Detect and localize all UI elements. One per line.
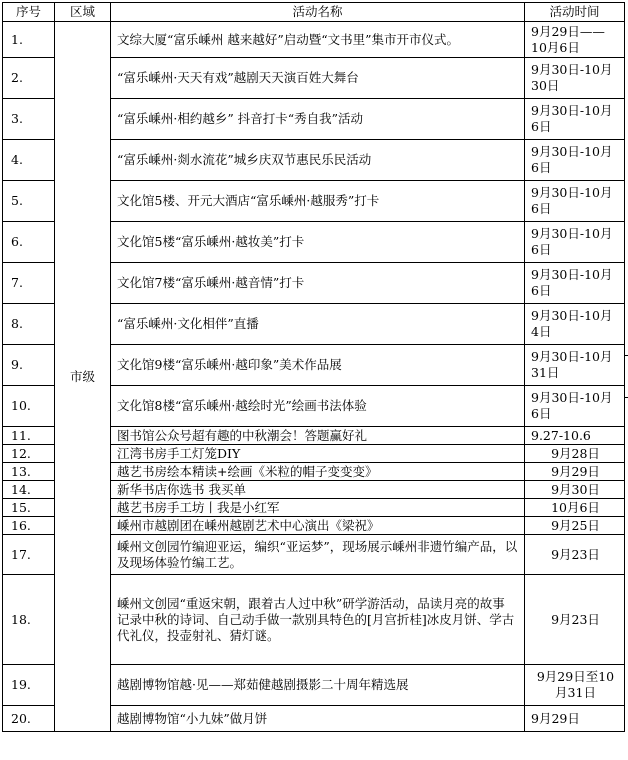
activity-time: 9月23日	[525, 535, 625, 575]
activity-time: 9月30日-10月6日	[525, 140, 625, 181]
row-index: 6.	[3, 222, 55, 263]
activity-time: 9月30日-10月6日	[525, 222, 625, 263]
activity-name: “富乐嵊州·天天有戏”越剧天天演百姓大舞台	[111, 58, 525, 99]
activity-name: 嵊州文创园“重返宋朝，跟着古人过中秋”研学游活动，品读月亮的故事 记录中秋的诗词、自己动手做一款别具特色的[月宫折桂]冰皮月饼、学古代礼仪，投壶射礼、猜灯谜。	[111, 575, 525, 665]
row-index: 2.	[3, 58, 55, 99]
header-row	[3, 3, 625, 22]
activity-time: 9月30日-10月6日	[525, 99, 625, 140]
activity-time: 9月30日-10月31日	[525, 345, 625, 386]
row-index: 3.	[3, 99, 55, 140]
activity-time: 9月30日-10月6日	[525, 181, 625, 222]
activity-time: 10月6日	[525, 499, 625, 517]
row-index: 4.	[3, 140, 55, 181]
activity-time: 9月25日	[525, 517, 625, 535]
region-cell: 市级	[55, 22, 111, 732]
activity-name: “富乐嵊州·文化相伴”直播	[111, 304, 525, 345]
activity-time: 9月29日至10月31日	[525, 665, 625, 706]
table-row	[3, 22, 625, 58]
activity-name: 越剧博物馆越·见——郑茹健越剧摄影二十周年精选展	[111, 665, 525, 706]
activity-time: 9月30日-10月6日	[525, 263, 625, 304]
row-index: 16.	[3, 517, 55, 535]
activity-time: 9.27-10.6	[525, 427, 625, 445]
activity-name: “富乐嵊州·剡水流花”城乡庆双节惠民乐民活动	[111, 140, 525, 181]
activity-name: 文化馆7楼“富乐嵊州·越音情”打卡	[111, 263, 525, 304]
row-index: 1.	[3, 22, 55, 58]
row-index: 10.	[3, 386, 55, 427]
row-index: 12.	[3, 445, 55, 463]
activity-time: 9月30日-10月6日	[525, 386, 625, 427]
activity-time: 9月23日	[525, 575, 625, 665]
row-index: 18.	[3, 575, 55, 665]
row-index: 9.	[3, 345, 55, 386]
activity-name: “富乐嵊州·相约越乡” 抖音打卡“秀自我”活动	[111, 99, 525, 140]
activity-name: 文综大厦“富乐嵊州 越来越好”启动暨“文书里”集市开市仪式。	[111, 22, 525, 58]
row-index: 17.	[3, 535, 55, 575]
activity-name: 嵊州文创园竹编迎亚运，编织“亚运梦”，现场展示嵊州非遗竹编产品，以及现场体验竹编工艺。	[111, 535, 525, 575]
activity-name: 越艺书房绘本精读+绘画《米粒的帽子变变变》	[111, 463, 525, 481]
activity-name: 越剧博物馆“小九妹”做月饼	[111, 706, 525, 732]
activity-name: 图书馆公众号超有趣的中秋潮会！答题赢好礼	[111, 427, 525, 445]
header-index: 序号	[3, 3, 55, 22]
activity-time: 9月30日-10月4日	[525, 304, 625, 345]
activity-name: 嵊州市越剧团在嵊州越剧艺术中心演出《梁祝》	[111, 517, 525, 535]
row-index: 5.	[3, 181, 55, 222]
activity-time: 9月30日-10月30日	[525, 58, 625, 99]
row-index: 13.	[3, 463, 55, 481]
row-index: 11.	[3, 427, 55, 445]
row-index: 19.	[3, 665, 55, 706]
margin-tick	[624, 355, 628, 356]
activity-name: 文化馆8楼“富乐嵊州·越绘时光”绘画书法体验	[111, 386, 525, 427]
header-name: 活动名称	[111, 3, 525, 22]
activity-name: 文化馆9楼“富乐嵊州·越印象”美术作品展	[111, 345, 525, 386]
margin-tick	[624, 397, 628, 398]
row-index: 7.	[3, 263, 55, 304]
row-index: 15.	[3, 499, 55, 517]
activity-time: 9月28日	[525, 445, 625, 463]
activity-name: 文化馆5楼“富乐嵊州·越妆美”打卡	[111, 222, 525, 263]
row-index: 20.	[3, 706, 55, 732]
activity-time: 9月29日——10月6日	[525, 22, 625, 58]
activity-name: 新华书店你选书 我买单	[111, 481, 525, 499]
row-index: 8.	[3, 304, 55, 345]
header-region: 区域	[55, 3, 111, 22]
row-index: 14.	[3, 481, 55, 499]
activity-name: 文化馆5楼、开元大酒店“富乐嵊州·越服秀”打卡	[111, 181, 525, 222]
activity-time: 9月30日	[525, 481, 625, 499]
activity-time: 9月29日	[525, 463, 625, 481]
activity-time: 9月29日	[525, 706, 625, 732]
header-time: 活动时间	[525, 3, 625, 22]
activity-name: 越艺书房手工坊丨我是小红军	[111, 499, 525, 517]
activity-name: 江湾书房手工灯笼DIY	[111, 445, 525, 463]
activity-table	[2, 2, 625, 732]
